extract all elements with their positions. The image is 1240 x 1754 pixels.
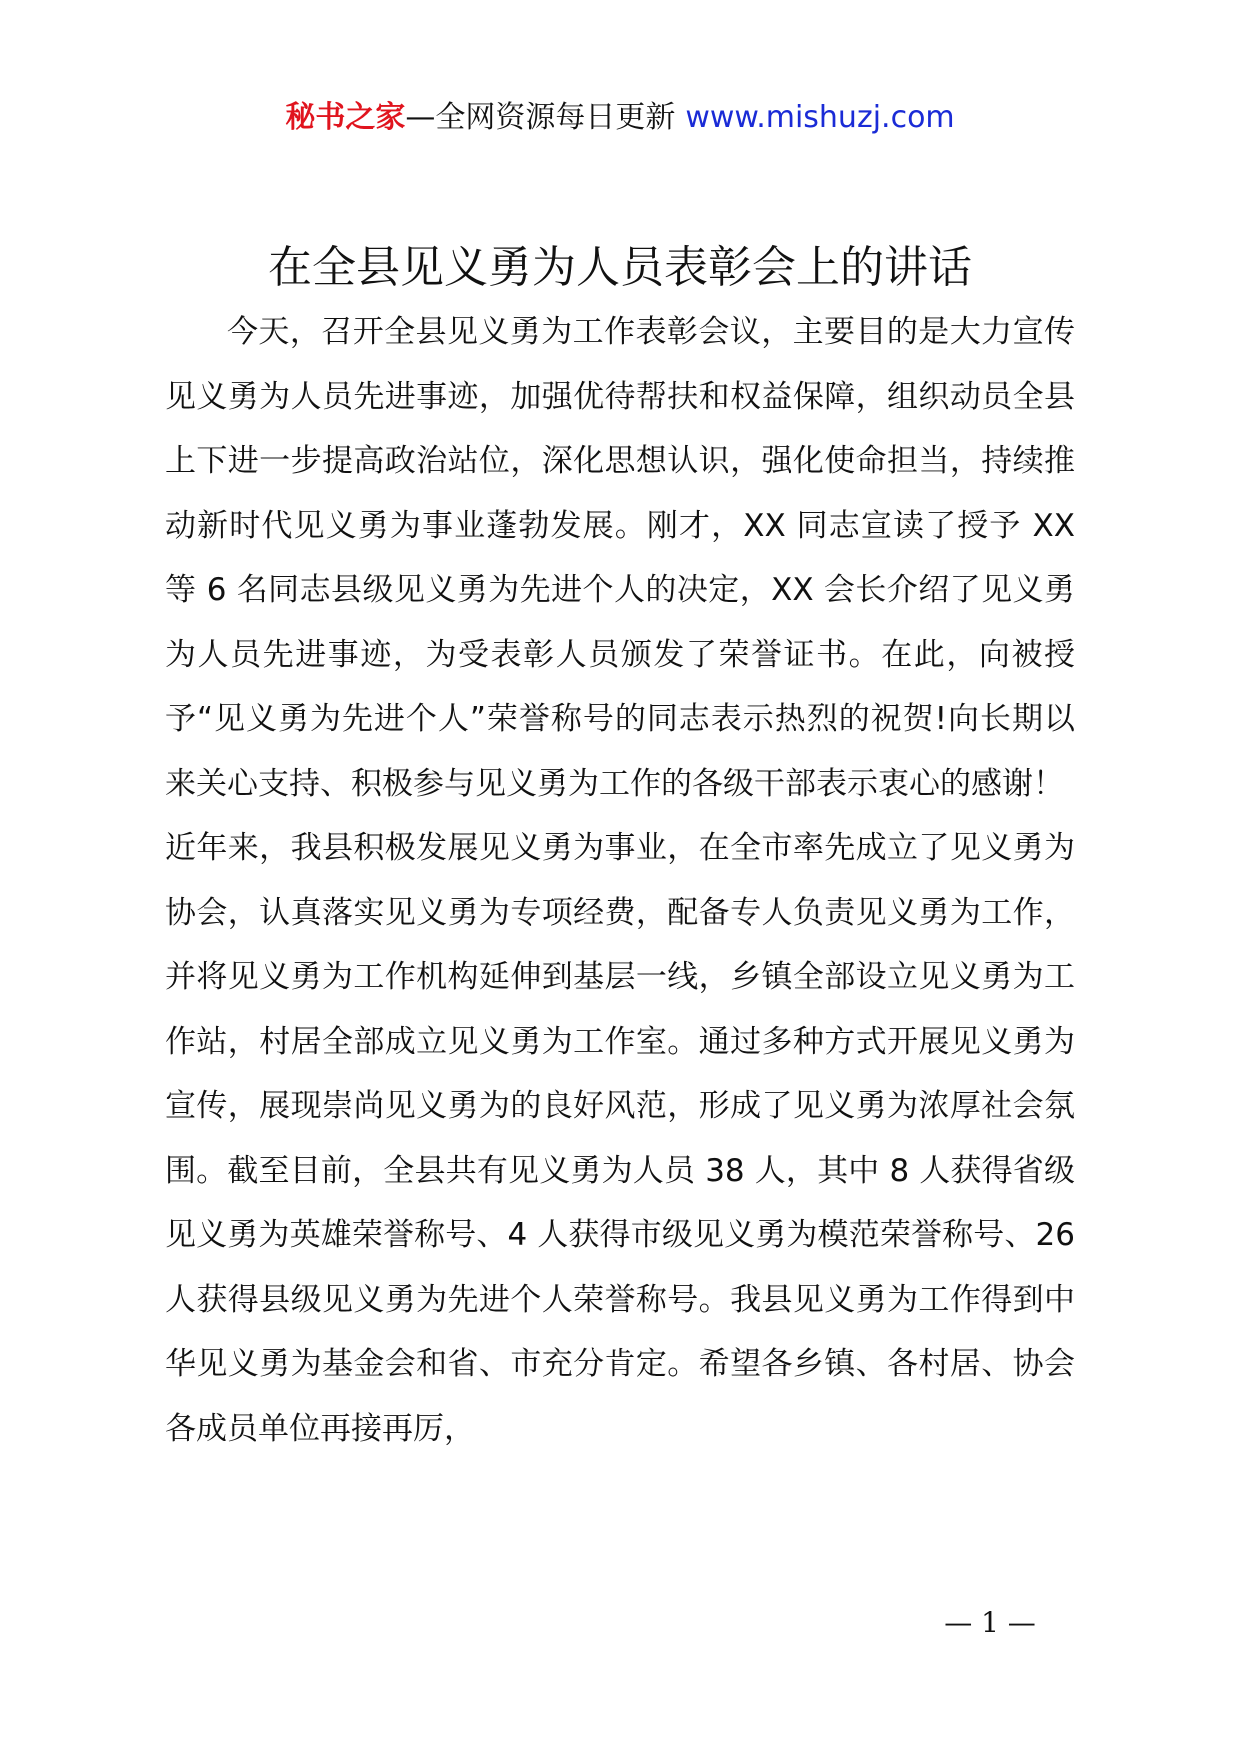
brand-name: 秘书之家: [285, 100, 406, 135]
header-tagline: —全网资源每日更新: [405, 100, 676, 135]
site-url-link[interactable]: www.mishuzj.com: [685, 100, 955, 135]
page-number: — 1 —: [944, 1606, 1036, 1639]
document-title: 在全县见义勇为人员表彰会上的讲话: [268, 242, 972, 293]
site-header: [0, 98, 1240, 138]
body-paragraph-1: 今天，召开全县见义勇为工作表彰会议，主要目的是大力宣传见义勇为人员先进事迹，加强优待帮扶和权益保障，组织动员全县上下进一步提高政治站位，深化思想认识，强化使命担当，持续推动新时代见义勇为事业蓬勃发展。刚才，XX 同志宣读了授予 XX 等 6 名同志县级见义勇为先进个人的决定，XX 会长介绍了见义勇为人员先进事迹，为受表彰人员颁发了荣誉证书。在此，向被授予“见义勇为先进个人”荣誉称号的同志表示热烈的祝贺!向长期以来关心支持、积极参与见义勇为工作的各级干部表示衷心的感谢！: [165, 314, 1075, 802]
body-paragraph-2: 近年来，我县积极发展见义勇为事业，在全市率先成立了见义勇为协会，认真落实见义勇为专项经费，配备专人负责见义勇为工作，并将见义勇为工作机构延伸到基层一线，乡镇全部设立见义勇为工作站，村居全部成立见义勇为工作室。通过多种方式开展见义勇为宣传，展现崇尚见义勇为的良好风范，形成了见义勇为浓厚社会氛围。截至目前，全县共有见义勇为人员 38 人，其中 8 人获得省级见义勇为英雄荣誉称号、4 人获得市级见义勇为模范荣誉称号、26 人获得县级见义勇为先进个人荣誉称号。我县见义勇为工作得到中华见义勇为基金会和省、市充分肯定。希望各乡镇、各村居、协会各成员单位再接再厉，: [165, 830, 1075, 1447]
document-body: [165, 300, 1075, 1461]
